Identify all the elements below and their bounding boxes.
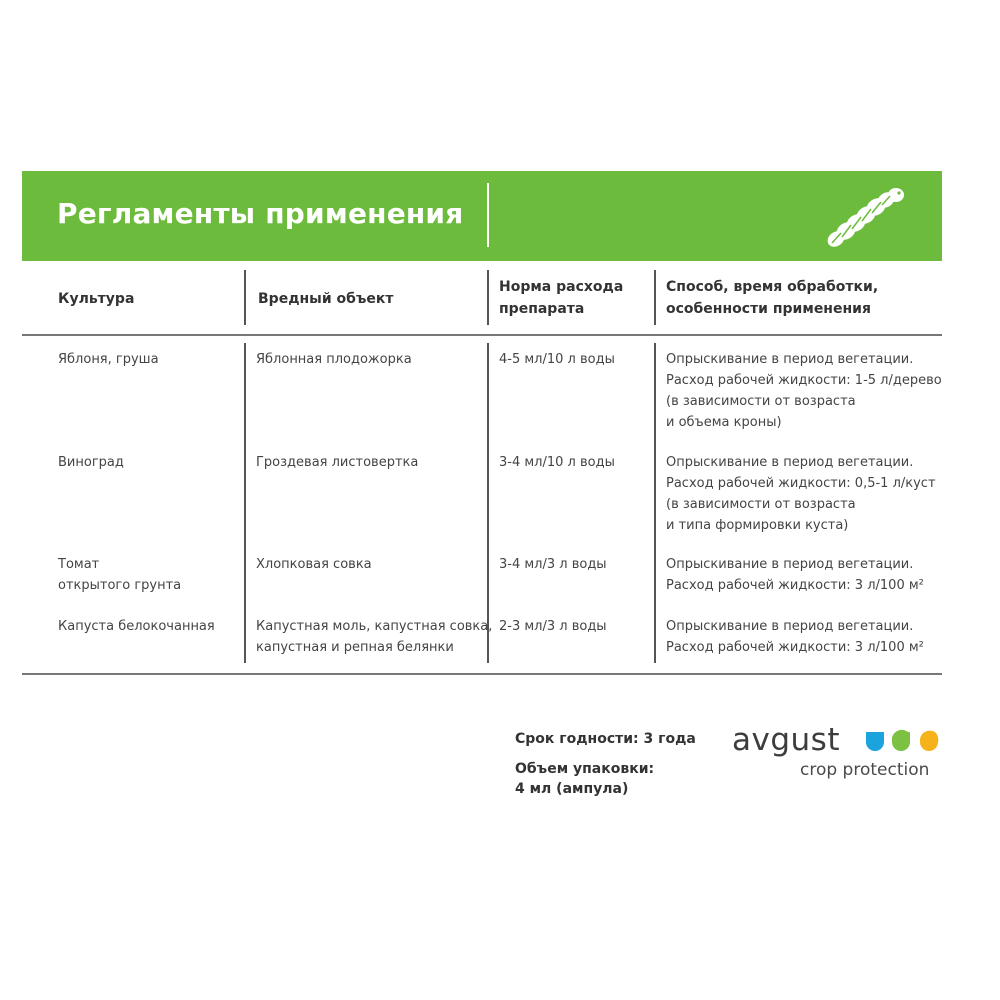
- table-cell-pest: Гроздевая листовертка: [256, 455, 419, 470]
- header-divider: [244, 270, 246, 325]
- table-cell-crop: Яблоня, груша: [58, 352, 159, 367]
- table-cell-crop: Капуста белокочанная: [58, 619, 215, 634]
- table-cell-rate: 4-5 мл/10 л воды: [499, 352, 615, 367]
- column-divider: [487, 343, 489, 663]
- table-bottom-rule: [22, 673, 942, 675]
- table-cell-method: Опрыскивание в период вегетации. Расход рабочей жидкости: 1-5 л/дерево (в зависимости от возраста и объема кроны): [666, 352, 942, 430]
- avgust-logo: [732, 722, 947, 784]
- shelf-life-label: Срок годности: 3 года: [515, 731, 696, 747]
- page-title: Регламенты применения: [57, 197, 464, 230]
- column-header-pest: Вредный объект: [258, 291, 394, 307]
- table-cell-rate: 2-3 мл/3 л воды: [499, 619, 607, 634]
- table-cell-pest: Капустная моль, капустная совка, капустная и репная белянки: [256, 619, 493, 655]
- logo-wordmark: avgust: [732, 722, 840, 758]
- caterpillar-icon: [822, 181, 912, 251]
- column-header-crop: Культура: [58, 291, 135, 307]
- drops-icon: [862, 728, 946, 754]
- table-cell-method: Опрыскивание в период вегетации. Расход рабочей жидкости: 3 л/100 м²: [666, 619, 924, 655]
- header-underline: [22, 334, 942, 336]
- table-cell-rate: 3-4 мл/10 л воды: [499, 455, 615, 470]
- header-banner: [22, 171, 942, 261]
- package-volume-label: Объем упаковки: 4 мл (ампула): [515, 761, 655, 797]
- column-divider: [244, 343, 246, 663]
- column-header-rate: Норма расхода препарата: [499, 279, 624, 317]
- column-header-method: Способ, время обработки, особенности применения: [666, 279, 879, 317]
- logo-tagline: crop protection: [800, 760, 930, 780]
- table-cell-crop: Виноград: [58, 455, 124, 470]
- header-divider: [487, 183, 489, 247]
- table-cell-pest: Хлопковая совка: [256, 557, 372, 572]
- table-cell-method: Опрыскивание в период вегетации. Расход рабочей жидкости: 3 л/100 м²: [666, 557, 924, 593]
- table-cell-rate: 3-4 мл/3 л воды: [499, 557, 607, 572]
- table-cell-crop: Томат открытого грунта: [58, 557, 182, 593]
- header-divider: [487, 270, 489, 325]
- header-divider: [654, 270, 656, 325]
- table-cell-pest: Яблонная плодожорка: [256, 352, 412, 367]
- column-divider: [654, 343, 656, 663]
- table-cell-method: Опрыскивание в период вегетации. Расход рабочей жидкости: 0,5-1 л/куст (в зависимости от возраста и типа формировки куста): [666, 455, 936, 533]
- regulations-table: [22, 261, 942, 676]
